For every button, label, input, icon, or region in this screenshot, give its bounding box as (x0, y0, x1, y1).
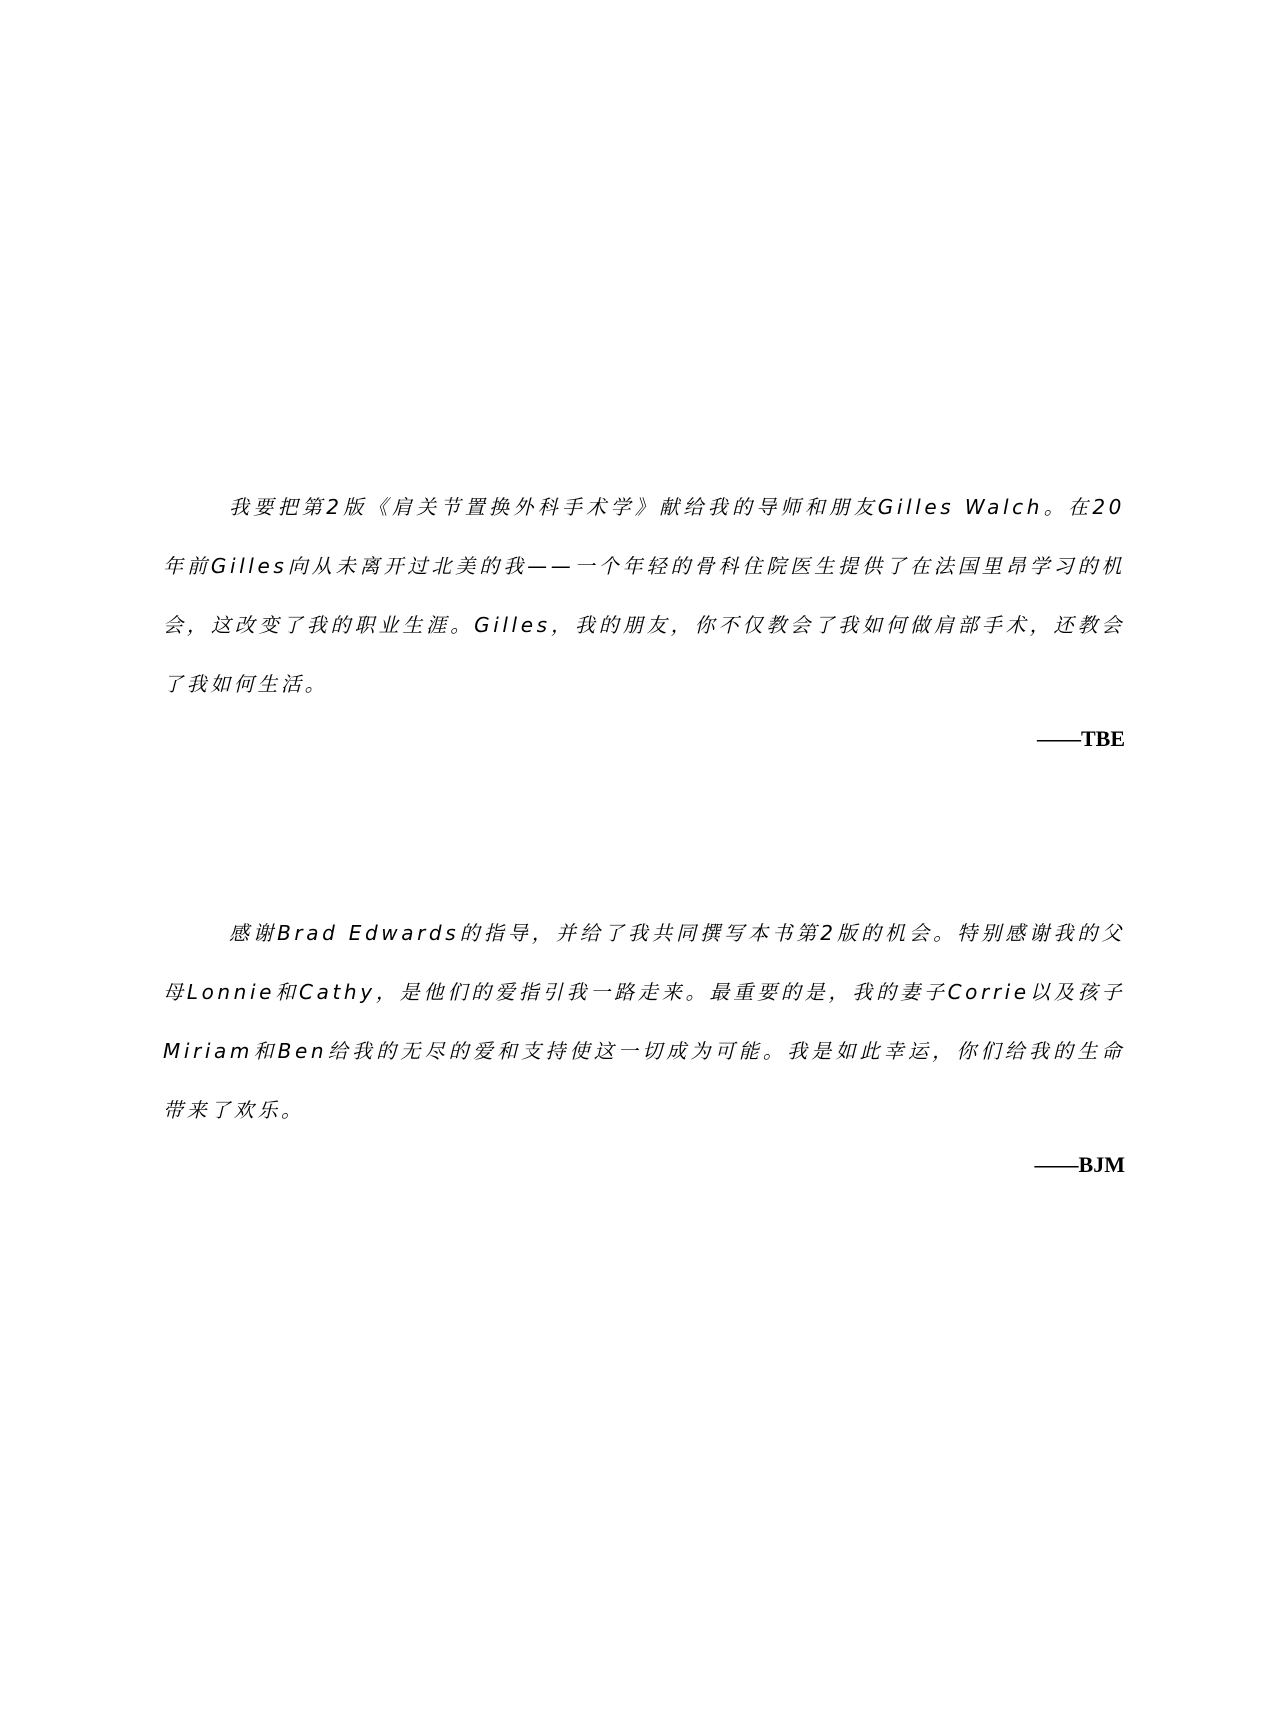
signature-bjm: ——BJM (1034, 1152, 1125, 1177)
dedication-tbe (163, 478, 1125, 754)
signature-tbe: ——TBE (1036, 726, 1125, 751)
dedication-paragraph: 我要把第2版《肩关节置换外科手术学》献给我的导师和朋友Gilles Walch。在20年前Gilles向从未离开过北美的我——一个年轻的骨科住院医生提供了在法国里昂学习的机会，这改变了我的职业生涯。Gilles，我的朋友，你不仅教会了我如何做肩部手术，还教会了我如何生活。 (163, 495, 1125, 696)
dedication-paragraph: 感谢Brad Edwards的指导，并给了我共同撰写本书第2版的机会。特别感谢我的父母Lonnie和Cathy，是他们的爱指引我一路走来。最重要的是，我的妻子Corrie以及孩子Miriam和Ben给我的无尽的爱和支持使这一切成为可能。我是如此幸运，你们给我的生命带来了欢乐。 (163, 921, 1125, 1122)
dedication-bjm (163, 904, 1125, 1180)
